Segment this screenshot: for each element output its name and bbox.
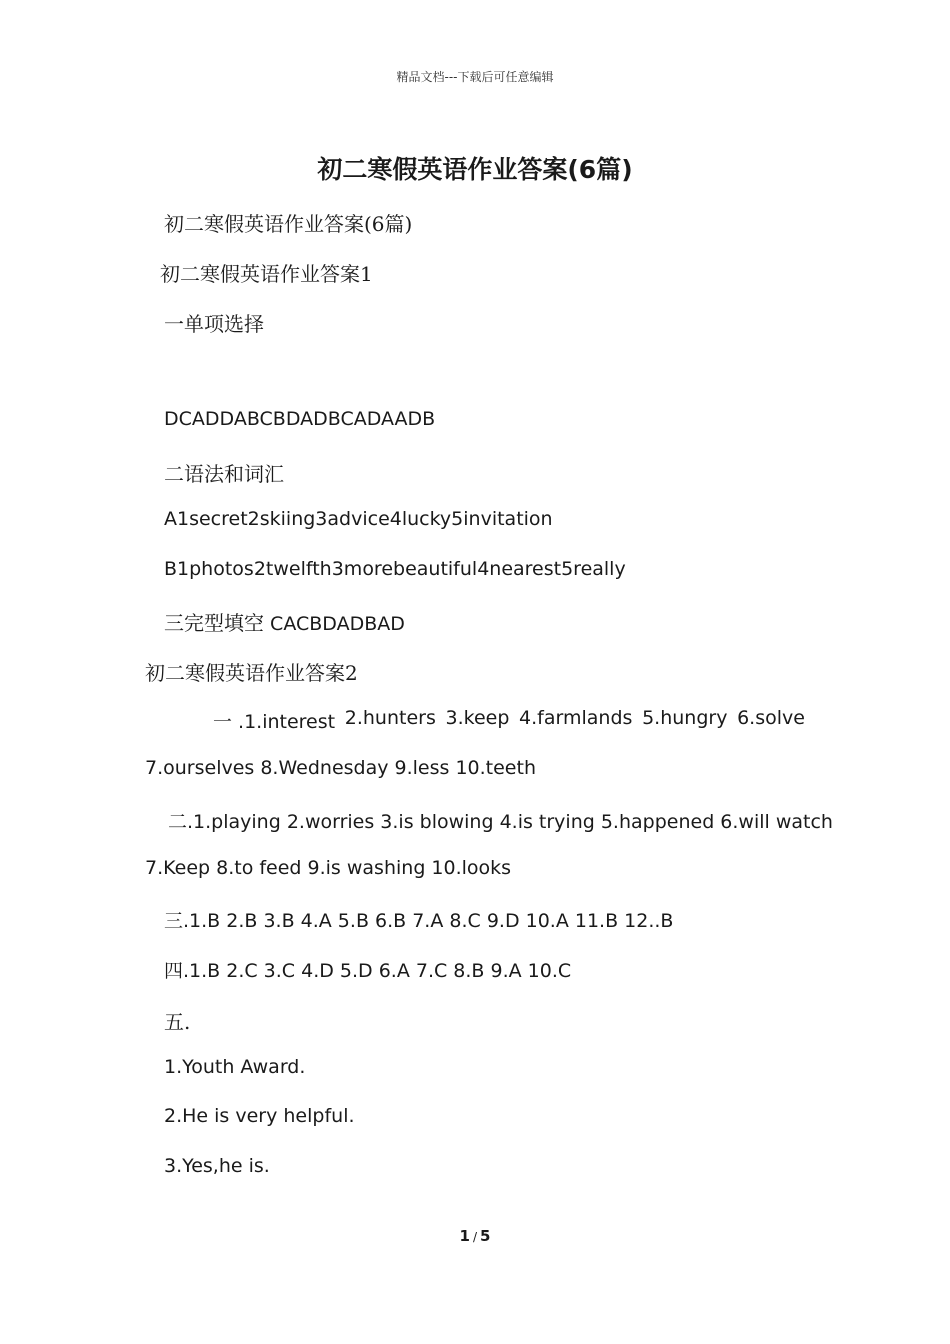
q1-item: 5.hungry: [642, 707, 728, 729]
part2-answers-b: B1photos2twelfth3morebeautiful4nearest5really: [164, 558, 626, 580]
part3-label: 三完型填空: [164, 611, 264, 635]
q1-item: 3.keep: [445, 707, 510, 729]
q1-item: 6.solve: [737, 707, 805, 729]
document-title: 初二寒假英语作业答案(6篇): [317, 155, 633, 184]
q1-item: 4.farmlands: [519, 707, 633, 729]
part2-answers-a: A1secret2skiing3advice4lucky5invitation: [164, 508, 553, 530]
section1-heading: 初二寒假英语作业答案1: [160, 262, 373, 286]
q1-item: 一 .1.interest: [213, 711, 336, 733]
page-current: 1: [459, 1227, 470, 1245]
q5-answer: 3.Yes,he is.: [164, 1155, 270, 1177]
page-separator: /: [472, 1230, 478, 1244]
part3-line: [164, 607, 405, 636]
page-number: [0, 1227, 950, 1245]
document-subtitle: 初二寒假英语作业答案(6篇): [164, 212, 413, 236]
part2-label: 二语法和词汇: [164, 462, 284, 486]
q2-continuation: 7.Keep 8.to feed 9.is washing 10.looks: [145, 857, 512, 879]
q2-line: 二.1.playing 2.worries 3.is blowing 4.is trying 5.happened 6.will watch: [168, 811, 833, 833]
q5-label: 五.: [164, 1010, 191, 1034]
part1-answers: DCADDABCBDADBCADAADB: [164, 408, 436, 430]
q3-line: 三.1.B 2.B 3.B 4.A 5.B 6.B 7.A 8.C 9.D 10.A 11.B 12..B: [164, 910, 674, 932]
part1-label: 一单项选择: [164, 312, 264, 336]
q4-line: 四.1.B 2.C 3.C 4.D 5.D 6.A 7.C 8.B 9.A 10.C: [164, 960, 572, 982]
section2-heading: 初二寒假英语作业答案2: [145, 661, 358, 685]
q1-line: [145, 707, 805, 734]
q1-item: 2.hunters: [344, 707, 436, 729]
page-total: 5: [480, 1227, 491, 1245]
q5-answer: 1.Youth Award.: [164, 1056, 306, 1078]
q1-continuation: 7.ourselves 8.Wednesday 9.less 10.teeth: [145, 757, 536, 779]
q5-answer: 2.He is very helpful.: [164, 1105, 355, 1127]
page-header: 精品文档---下载后可任意编辑: [396, 70, 554, 84]
part3-answers: CACBDADBAD: [270, 613, 405, 635]
